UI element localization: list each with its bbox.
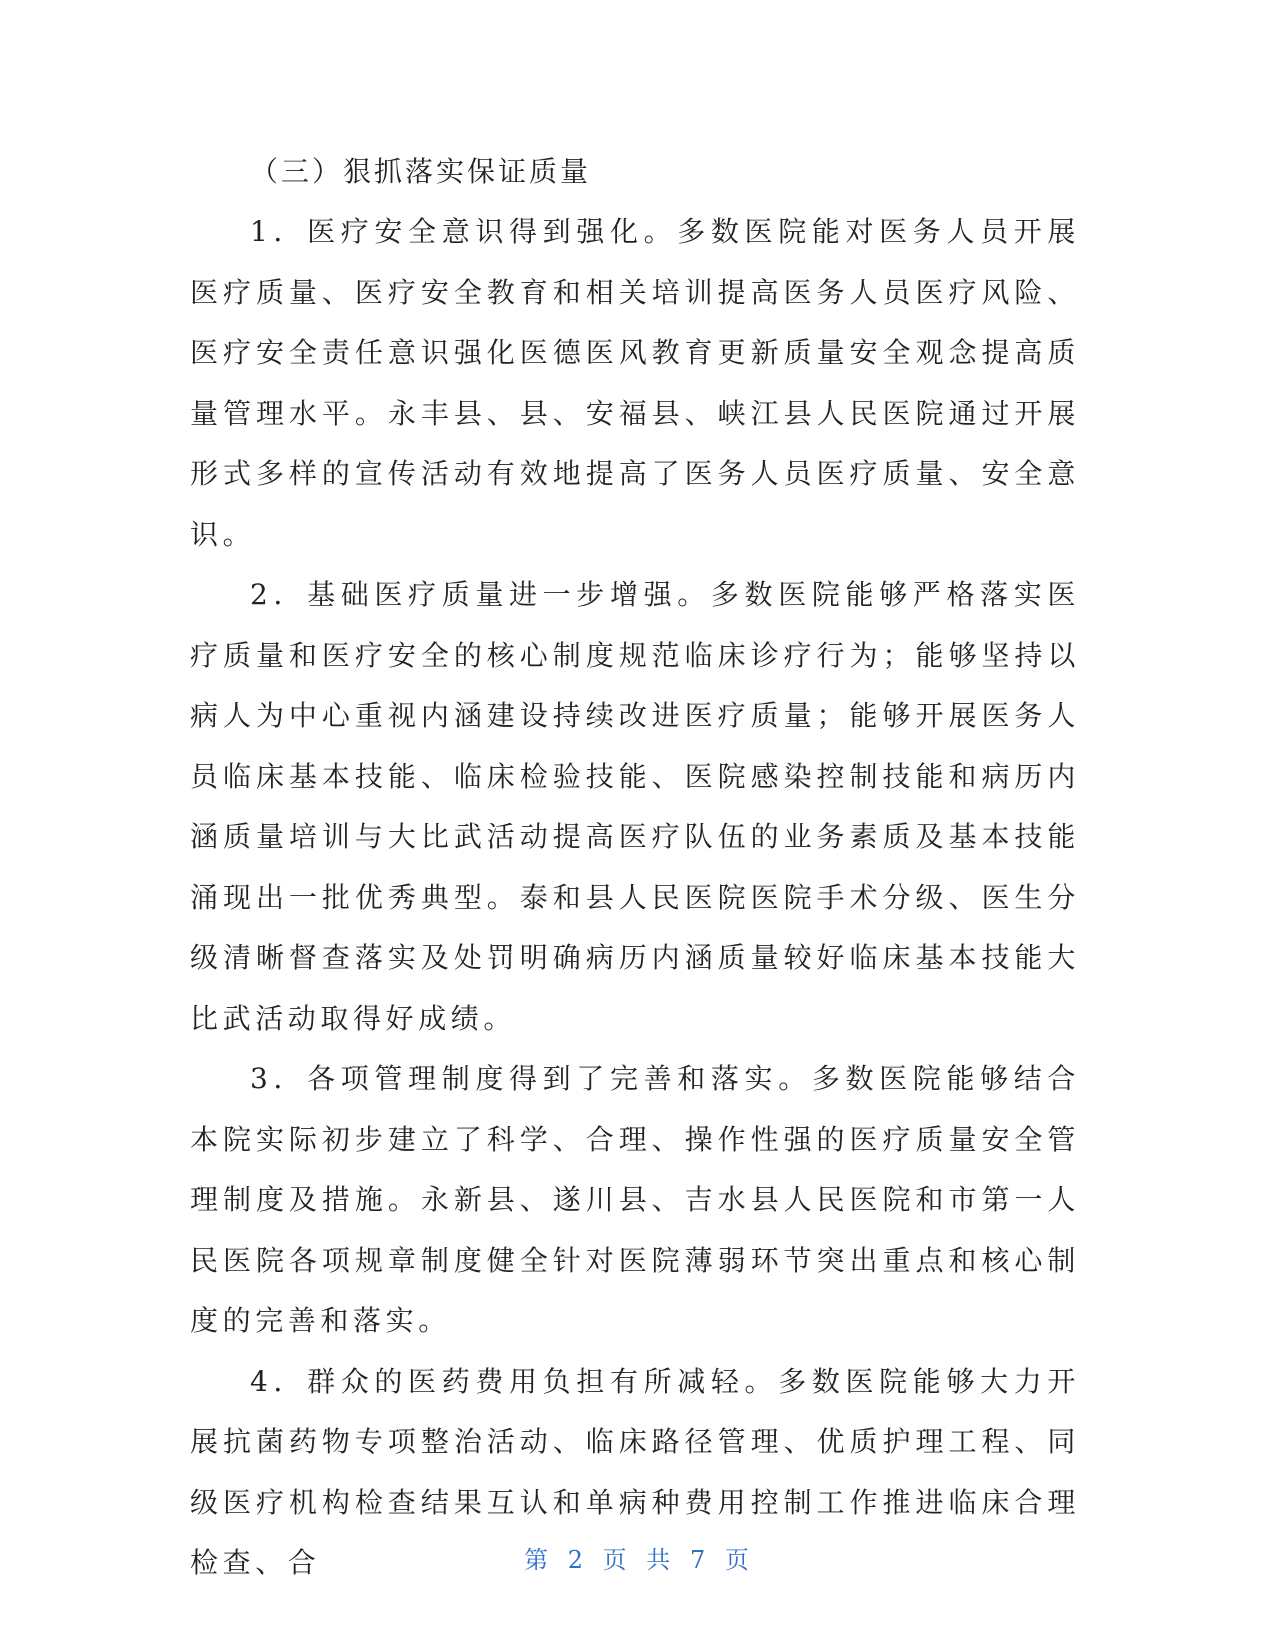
paragraph-2: 2．基础医疗质量进一步增强。多数医院能够严格落实医疗质量和医疗安全的核心制度规范临床诊疗行为；能够坚持以病人为中心重视内涵建设持续改进医疗质量；能够开展医务人员临床基本技能、临床检验技能、医院感染控制技能和病历内涵质量培训与大比武活动提高医疗队伍的业务素质及基本技能涌现出一批优秀典型。泰和县人民医院医院手术分级、医生分级清晰督查落实及处罚明确病历内涵质量较好临床基本技能大比武活动取得好成绩。 [190,578,1080,1035]
document-body [190,142,1080,1594]
paragraph-4: 4．群众的医药费用负担有所减轻。多数医院能够大力开展抗菌药物专项整治活动、临床路径管理、优质护理工程、同级医疗机构检查结果互认和单病种费用控制工作推进临床合理检查、合 [190,1364,1080,1579]
paragraph-1: 1．医疗安全意识得到强化。多数医院能对医务人员开展医疗质量、医疗安全教育和相关培训提高医务人员医疗风险、医疗安全责任意识强化医德医风教育更新质量安全观念提高质量管理水平。永丰县、县、安福县、峡江县人民医院通过开展形式多样的宣传活动有效地提高了医务人员医疗质量、安全意识。 [190,215,1080,551]
section-heading: （三）狠抓落实保证质量 [250,155,592,188]
page-footer: 第 2 页 共 7 页 [524,1546,751,1574]
paragraph-3: 3．各项管理制度得到了完善和落实。多数医院能够结合本院实际初步建立了科学、合理、操作性强的医疗质量安全管理制度及措施。永新县、遂川县、吉水县人民医院和市第一人民医院各项规章制度健全针对医院薄弱环节突出重点和核心制度的完善和落实。 [190,1062,1080,1337]
